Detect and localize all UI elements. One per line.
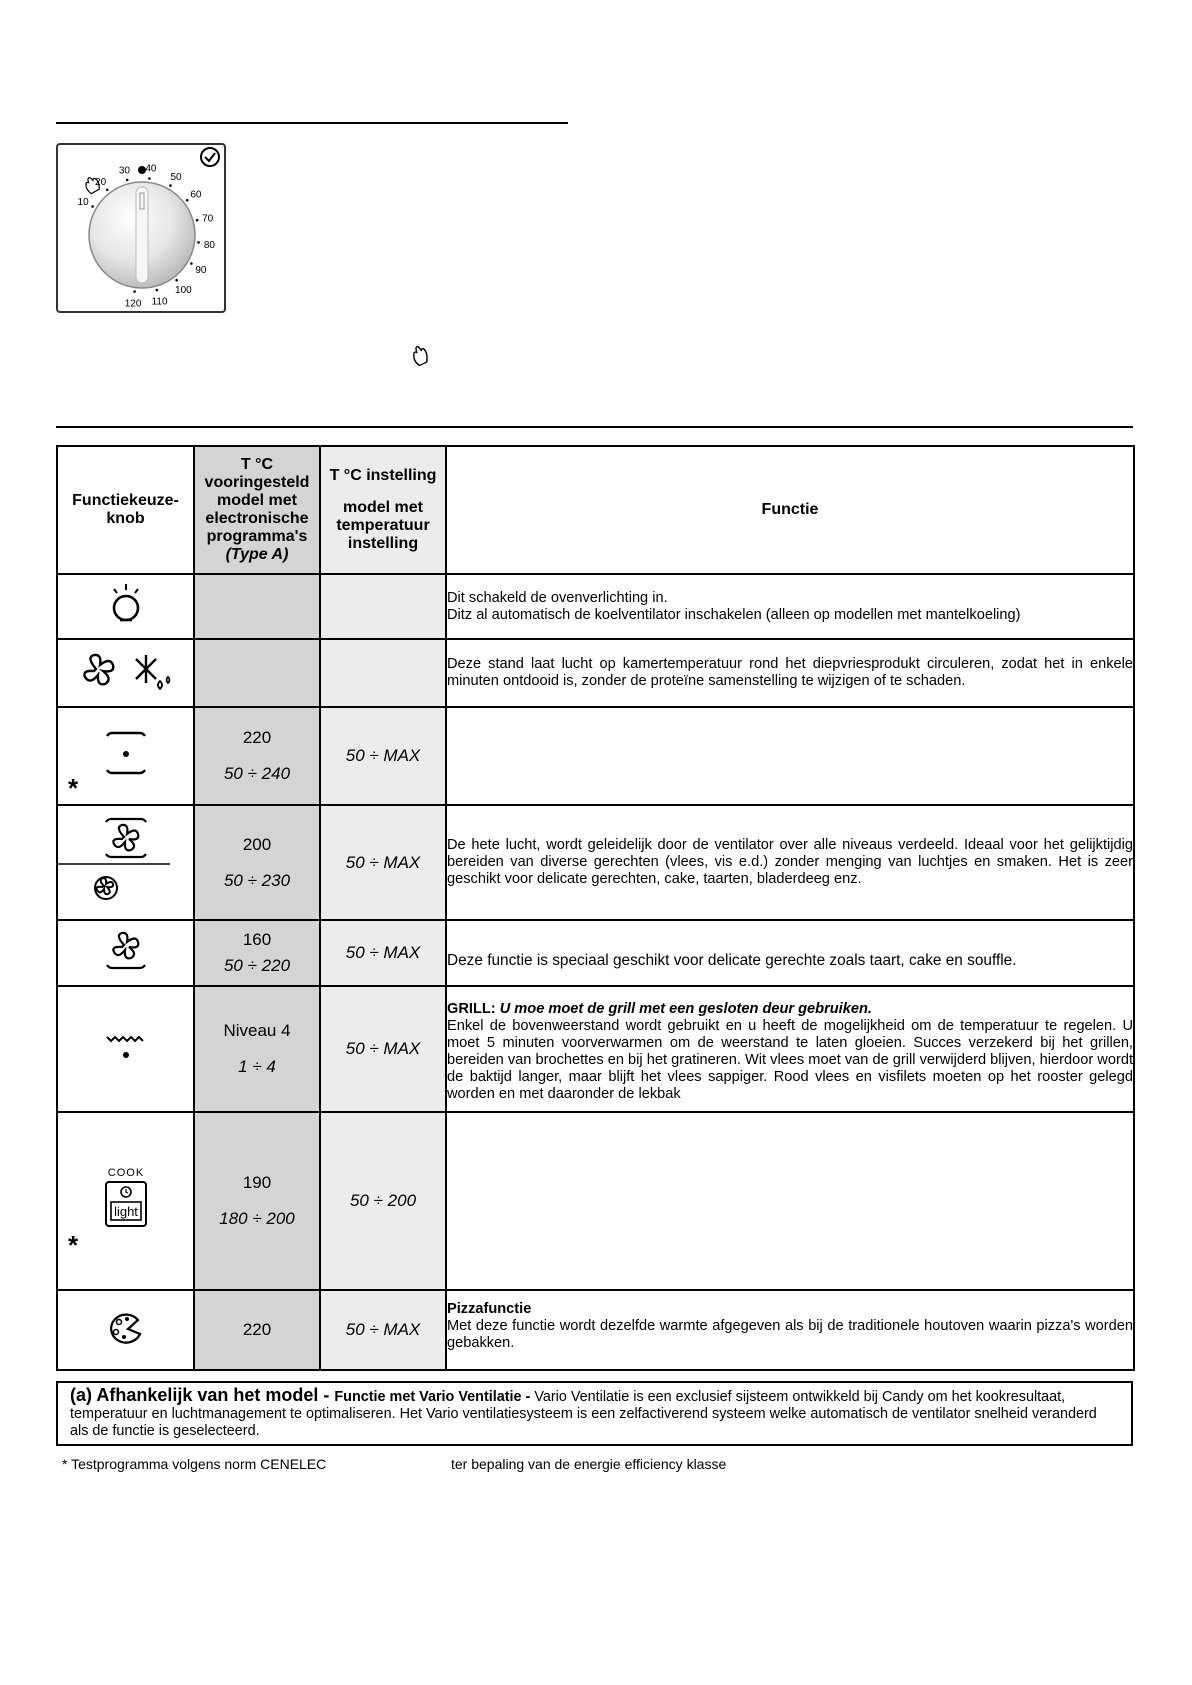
dial-tick bbox=[197, 241, 200, 244]
setting-cell: 50 ÷ MAX bbox=[320, 1290, 446, 1370]
dial-number: 20 bbox=[95, 177, 107, 189]
preset-cell: Niveau 4 1 ÷ 4 bbox=[194, 986, 320, 1112]
dial-tick bbox=[190, 262, 193, 265]
table-row bbox=[57, 805, 1134, 920]
preset-cell: 220 50 ÷ 240 bbox=[194, 707, 320, 805]
footnote-right: ter bepaling van de energie efficiency klasse bbox=[451, 1456, 727, 1472]
dial-number: 40 bbox=[145, 163, 157, 175]
preset-cell: 190 180 ÷ 200 bbox=[194, 1112, 320, 1290]
dial-tick bbox=[148, 177, 151, 180]
knob-cell bbox=[57, 1290, 194, 1370]
defrost-icon bbox=[76, 649, 176, 693]
cook-light-icon bbox=[96, 1166, 156, 1232]
table-row bbox=[57, 920, 1134, 986]
header-knob: Functiekeuze-knob bbox=[57, 446, 194, 574]
description-cell: Deze functie is speciaal geschikt voor delicate gerechte zoals taart, cake en souffle. bbox=[446, 920, 1134, 986]
pizza-icon bbox=[104, 1308, 148, 1348]
fan-bottom-heat-icon bbox=[101, 929, 151, 973]
setting-cell: 50 ÷ 200 bbox=[320, 1112, 446, 1290]
description-cell: De hete lucht, wordt geleidelijk door de ventilator over alle niveaus verdeeld. Ideaal voor het gelijktijdig bereiden van diverse gerechten (vlees, vis e.d.) zonder menging van luchtjes en smaken. Het is zeer geschikt voor delicate gerechten, cake, taarten, bladerdeeg enz. bbox=[446, 805, 1134, 920]
manual-hand-icon bbox=[411, 345, 431, 367]
knob-cell bbox=[57, 920, 194, 986]
description-cell: Dit schakeld de ovenverlichting in. Ditz al automatisch de koelventilator inschakelen (alleen op modellen met mantelkoeling) bbox=[446, 574, 1134, 639]
preset-cell: 220 bbox=[194, 1290, 320, 1370]
dial-tick bbox=[133, 290, 136, 293]
knob-cell bbox=[57, 574, 194, 639]
fan-icon bbox=[84, 654, 113, 683]
dial-tick bbox=[91, 205, 94, 208]
knob-cell bbox=[57, 1112, 194, 1290]
dial-tick bbox=[169, 184, 172, 187]
table-row bbox=[57, 1112, 1134, 1290]
description-cell: GRILL: U moe moet de grill met een gesloten deur gebruiken. Enkel de bovenweerstand wordt gebruikt en u heeft de mogelijkheid om de temperatuur te regelen. U moet 5 minuten voorverwarmen om de weerstand te laten gloeien. Succes verzekerd bij het grillen, bereiden van brochettes en bij het gratineren. Wit vlees moet van de grill verwijderd blijven, hierdoor wordt de baktijd langer, maar blijft het vlees sappiger. Rood vlees en visfilets moeten op het rooster gelegd worden en met daaronder de lekbak bbox=[446, 986, 1134, 1112]
vario-fan-icon bbox=[95, 877, 117, 899]
knob-cell bbox=[57, 805, 194, 920]
dial-number: 50 bbox=[170, 172, 182, 184]
description-cell bbox=[446, 707, 1134, 805]
top-rule bbox=[56, 122, 568, 124]
hot-air-icon bbox=[58, 806, 195, 914]
section-rule bbox=[56, 426, 1133, 428]
header-function: Functie bbox=[446, 446, 1134, 574]
knob-cell bbox=[57, 707, 194, 805]
svg-text:COOK: COOK bbox=[107, 1166, 144, 1179]
dial-number: 90 bbox=[195, 265, 207, 276]
dial-number: 10 bbox=[77, 197, 89, 208]
table-row bbox=[57, 574, 1134, 639]
dial-tick bbox=[126, 179, 129, 182]
setting-cell: 50 ÷ MAX bbox=[320, 986, 446, 1112]
knob-cell bbox=[57, 639, 194, 707]
dial-tick bbox=[156, 289, 159, 292]
dial-tick bbox=[186, 199, 189, 202]
top-bottom-heat-icon bbox=[101, 726, 151, 782]
dial-number: 30 bbox=[118, 165, 130, 177]
header-preset: T °C vooringesteld model met electronische programma's (Type A) bbox=[194, 446, 320, 574]
dial-number: 80 bbox=[203, 239, 215, 251]
footnote-left: * Testprogramma volgens norm CENELEC bbox=[62, 1456, 327, 1472]
description-cell: Pizzafunctie Met deze functie wordt dezelfde warmte afgegeven als bij de traditionele houtoven waarin pizza's worden gebakken. bbox=[446, 1290, 1134, 1370]
dial-tick bbox=[175, 279, 178, 282]
dial-number: 100 bbox=[175, 284, 192, 296]
svg-text:light: light bbox=[113, 1203, 138, 1219]
grill-icon bbox=[101, 1027, 151, 1067]
dial-number: 120 bbox=[124, 298, 142, 310]
preset-cell bbox=[194, 639, 320, 707]
preset-cell: 200 50 ÷ 230 bbox=[194, 805, 320, 920]
table-row bbox=[57, 986, 1134, 1112]
timer-dial-drawing bbox=[58, 145, 224, 311]
header-setting: T °C instelling model met temperatuur instelling bbox=[320, 446, 446, 574]
description-cell bbox=[446, 1112, 1134, 1290]
dial-tick bbox=[196, 219, 199, 222]
asterisk-marker: * bbox=[68, 773, 79, 803]
setting-cell bbox=[320, 574, 446, 639]
setting-cell: 50 ÷ MAX bbox=[320, 920, 446, 986]
table-header-row bbox=[57, 446, 1134, 574]
setting-cell: 50 ÷ MAX bbox=[320, 805, 446, 920]
setting-cell: 50 ÷ MAX bbox=[320, 707, 446, 805]
preset-cell: 160 50 ÷ 220 bbox=[194, 920, 320, 986]
asterisk-marker: * bbox=[68, 1230, 79, 1260]
preset-cell bbox=[194, 574, 320, 639]
timer-dial[interactable] bbox=[56, 143, 226, 313]
dial-number: 70 bbox=[202, 213, 214, 225]
description-cell: Deze stand laat lucht op kamertemperatuur rond het diepvriesprodukt circuleren, zodat het in enkele minuten ontdooid is, zonder de proteïne samenstelling te wijzigen of te schaden. bbox=[446, 639, 1134, 707]
table-row bbox=[57, 1290, 1134, 1370]
oven-light-icon bbox=[104, 580, 148, 628]
dial-number: 110 bbox=[151, 296, 168, 308]
table-row bbox=[57, 639, 1134, 707]
function-table bbox=[56, 445, 1135, 1371]
dial-tick bbox=[106, 189, 109, 192]
snowflake-icon bbox=[136, 655, 170, 689]
knob-cell bbox=[57, 986, 194, 1112]
dial-number: 60 bbox=[190, 189, 202, 201]
vario-ventilation-note: (a) Afhankelijk van het model - Functie met Vario Ventilatie - Vario Ventilatie is een exclusief sijsteem ontwikkeld bij Candy om het kookresultaat, temperatuur en luchtmanagement te optimaliseren. Het Vario ventilatiesysteem is een zelfactiverend systeem welke automatisch de ventilator snelheid veranderd als de functie is geselecteerd. bbox=[56, 1381, 1133, 1446]
setting-cell bbox=[320, 639, 446, 707]
table-row bbox=[57, 707, 1134, 805]
